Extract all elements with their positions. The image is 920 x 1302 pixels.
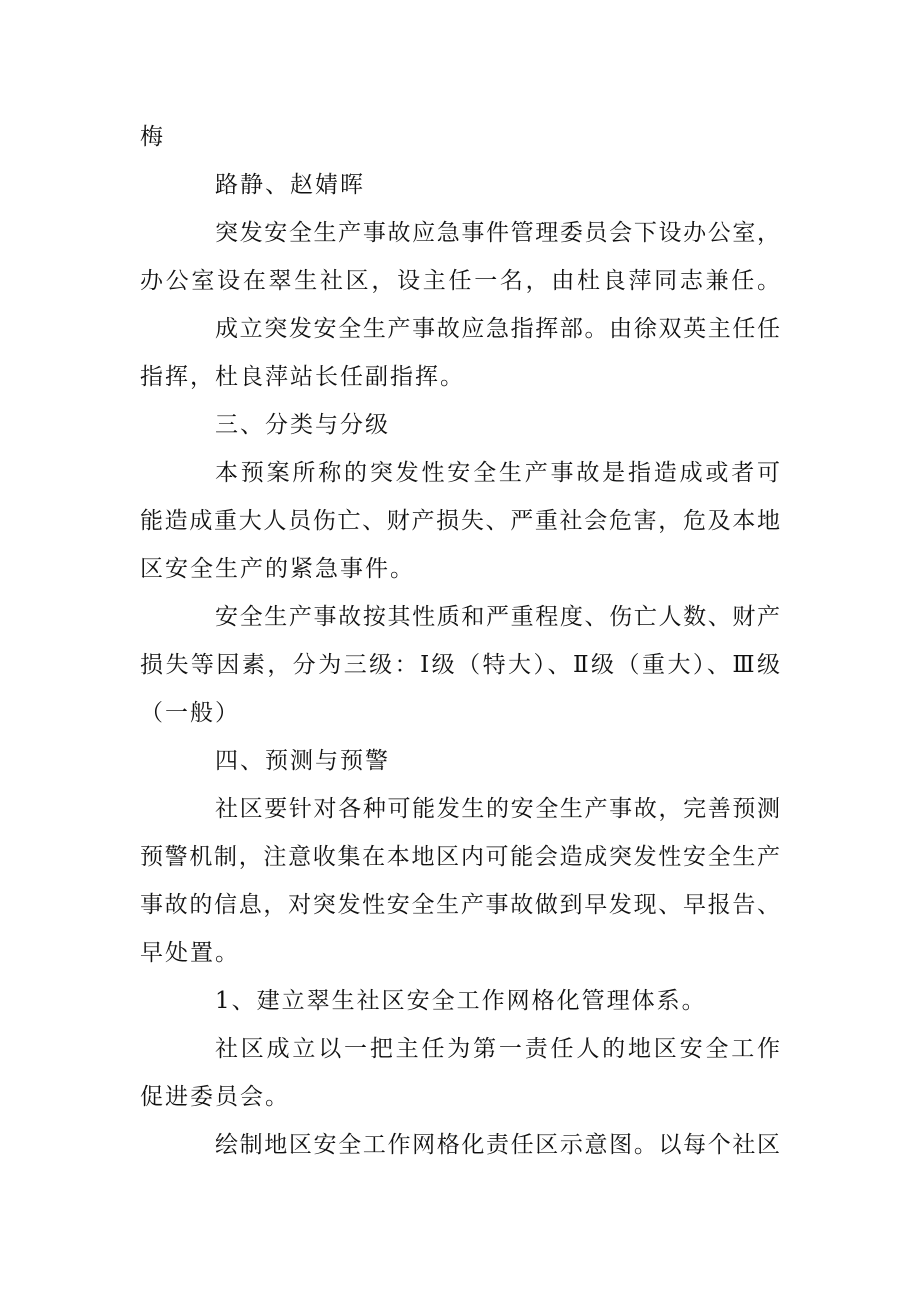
text-line: 促进委员会。 (140, 1084, 290, 1110)
text-line: 社区要针对各种可能发生的安全生产事故，完善预测 (215, 796, 780, 822)
text-line: 区安全生产的紧急事件。 (140, 556, 415, 582)
text-line: 能造成重大人员伤亡、财产损失、严重社会危害，危及本地 (140, 508, 780, 534)
section-heading: 三、分类与分级 (215, 412, 390, 438)
text-line: 梅 (140, 124, 165, 150)
text-line: 预警机制，注意收集在本地区内可能会造成突发性安全生产 (140, 844, 780, 870)
section-heading: 四、预测与预警 (215, 748, 390, 774)
text-line: （一般） (140, 700, 240, 726)
text-line: 早处置。 (140, 940, 240, 966)
text-line: 损失等因素，分为三级：Ⅰ级（特大）、Ⅱ级（重大）、Ⅲ级 (140, 652, 780, 678)
text-line: 突发安全生产事故应急事件管理委员会下设办公室， (215, 220, 780, 246)
text-line: 事故的信息，对突发性安全生产事故做到早发现、早报告、 (140, 892, 780, 918)
text-line: 本预案所称的突发性安全生产事故是指造成或者可 (215, 460, 780, 486)
text-line: 成立突发安全生产事故应急指挥部。由徐双英主任任 (215, 316, 780, 342)
text-line: 安全生产事故按其性质和严重程度、伤亡人数、财产 (215, 604, 780, 630)
text-line: 社区成立以一把主任为第一责任人的地区安全工作 (215, 1036, 780, 1062)
text-line: 指挥，杜良萍站长任副指挥。 (140, 364, 465, 390)
text-line: 1、建立翠生社区安全工作网格化管理体系。 (215, 988, 707, 1014)
text-line: 绘制地区安全工作网格化责任区示意图。以每个社区 (215, 1132, 780, 1158)
text-line: 办公室设在翠生社区，设主任一名，由杜良萍同志兼任。 (140, 268, 780, 294)
text-line: 路静、赵婧晖 (215, 172, 365, 198)
